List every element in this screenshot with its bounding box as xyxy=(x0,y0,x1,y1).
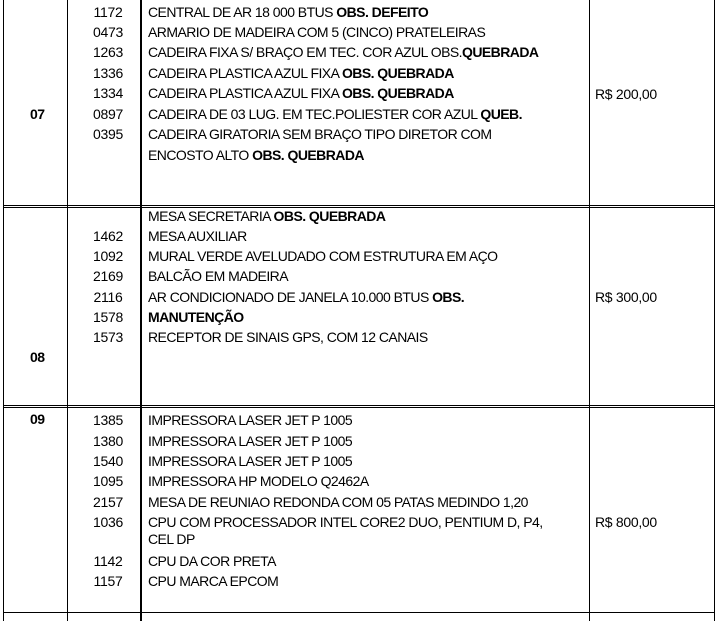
table-left-border xyxy=(3,0,4,621)
item-description: RECEPTOR DE SINAIS GPS, COM 12 CANAIS xyxy=(148,329,428,345)
column-divider-price xyxy=(589,0,590,621)
item-description: CADEIRA FIXA S/ BRAÇO EM TEC. COR AZUL OBS.QUEBRADA xyxy=(148,44,539,60)
item-code: 2169 xyxy=(93,268,123,284)
item-description: CPU DA COR PRETA xyxy=(148,553,276,569)
item-code: 1385 xyxy=(93,412,123,428)
item-description: CEL DP xyxy=(148,531,195,547)
item-code: 1157 xyxy=(93,573,123,589)
item-description: ARMARIO DE MADEIRA COM 5 (CINCO) PRATELEIRAS xyxy=(148,24,486,40)
item-code: 1092 xyxy=(93,248,123,264)
item-code: 1036 xyxy=(93,514,123,530)
item-description: AR CONDICIONADO DE JANELA 10.000 BTUS OBS. xyxy=(148,289,465,305)
column-divider-lot xyxy=(67,0,68,621)
item-description: IMPRESSORA LASER JET P 1005 xyxy=(148,412,353,428)
item-description: ENCOSTO ALTO OBS. QUEBRADA xyxy=(148,147,364,163)
item-description: MANUTENÇÃO xyxy=(148,309,244,325)
item-code: 1334 xyxy=(93,85,123,101)
item-code: 1095 xyxy=(93,473,123,489)
item-code: 0897 xyxy=(93,106,123,122)
item-code: 2116 xyxy=(93,289,123,305)
row-divider xyxy=(3,407,715,408)
item-description: IMPRESSORA LASER JET P 1005 xyxy=(148,453,353,469)
item-code: 0473 xyxy=(93,24,123,40)
item-description: CPU COM PROCESSADOR INTEL CORE2 DUO, PENTIUM D, P4, xyxy=(148,514,543,530)
item-description: CADEIRA PLASTICA AZUL FIXA OBS. QUEBRADA xyxy=(148,65,454,81)
item-description: MESA DE REUNIAO REDONDA COM 05 PATAS MEDINDO 1,20 xyxy=(148,494,528,510)
table-right-border xyxy=(714,0,715,621)
item-description: CADEIRA GIRATORIA SEM BRAÇO TIPO DIRETOR COM xyxy=(148,126,492,142)
item-code: 1380 xyxy=(93,433,123,449)
item-code: 1573 xyxy=(93,329,123,345)
item-code: 1540 xyxy=(93,453,123,469)
lot-number: 08 xyxy=(30,349,45,365)
item-code: 1462 xyxy=(93,228,123,244)
item-description: CENTRAL DE AR 18 000 BTUS OBS. DEFEITO xyxy=(148,4,429,20)
item-description: IMPRESSORA HP MODELO Q2462A xyxy=(148,473,369,489)
table-bottom-border xyxy=(3,612,715,613)
item-code: 1142 xyxy=(93,553,123,569)
lot-price: R$ 200,00 xyxy=(595,86,657,102)
lot-price: R$ 800,00 xyxy=(595,514,657,530)
lot-number: 07 xyxy=(30,106,45,122)
item-description: MESA SECRETARIA OBS. QUEBRADA xyxy=(148,208,386,224)
item-code: 1172 xyxy=(93,4,123,20)
lot-number: 09 xyxy=(30,411,45,427)
item-code: 1263 xyxy=(93,44,123,60)
row-divider xyxy=(3,405,715,406)
item-description: CADEIRA DE 03 LUG. EM TEC.POLIESTER COR AZUL QUEB. xyxy=(148,106,522,122)
item-code: 1336 xyxy=(93,65,123,81)
item-description: IMPRESSORA LASER JET P 1005 xyxy=(148,433,353,449)
item-description: BALCÃO EM MADEIRA xyxy=(148,268,289,284)
item-description: MURAL VERDE AVELUDADO COM ESTRUTURA EM AÇO xyxy=(148,248,498,264)
item-code: 1578 xyxy=(93,309,123,325)
item-description: CADEIRA PLASTICA AZUL FIXA OBS. QUEBRADA xyxy=(148,85,454,101)
item-description: MESA AUXILIAR xyxy=(148,228,247,244)
item-description: CPU MARCA EPCOM xyxy=(148,573,279,589)
item-code: 0395 xyxy=(93,126,123,142)
item-code: 2157 xyxy=(93,494,123,510)
lot-price: R$ 300,00 xyxy=(595,289,657,305)
column-divider-code xyxy=(140,0,142,621)
